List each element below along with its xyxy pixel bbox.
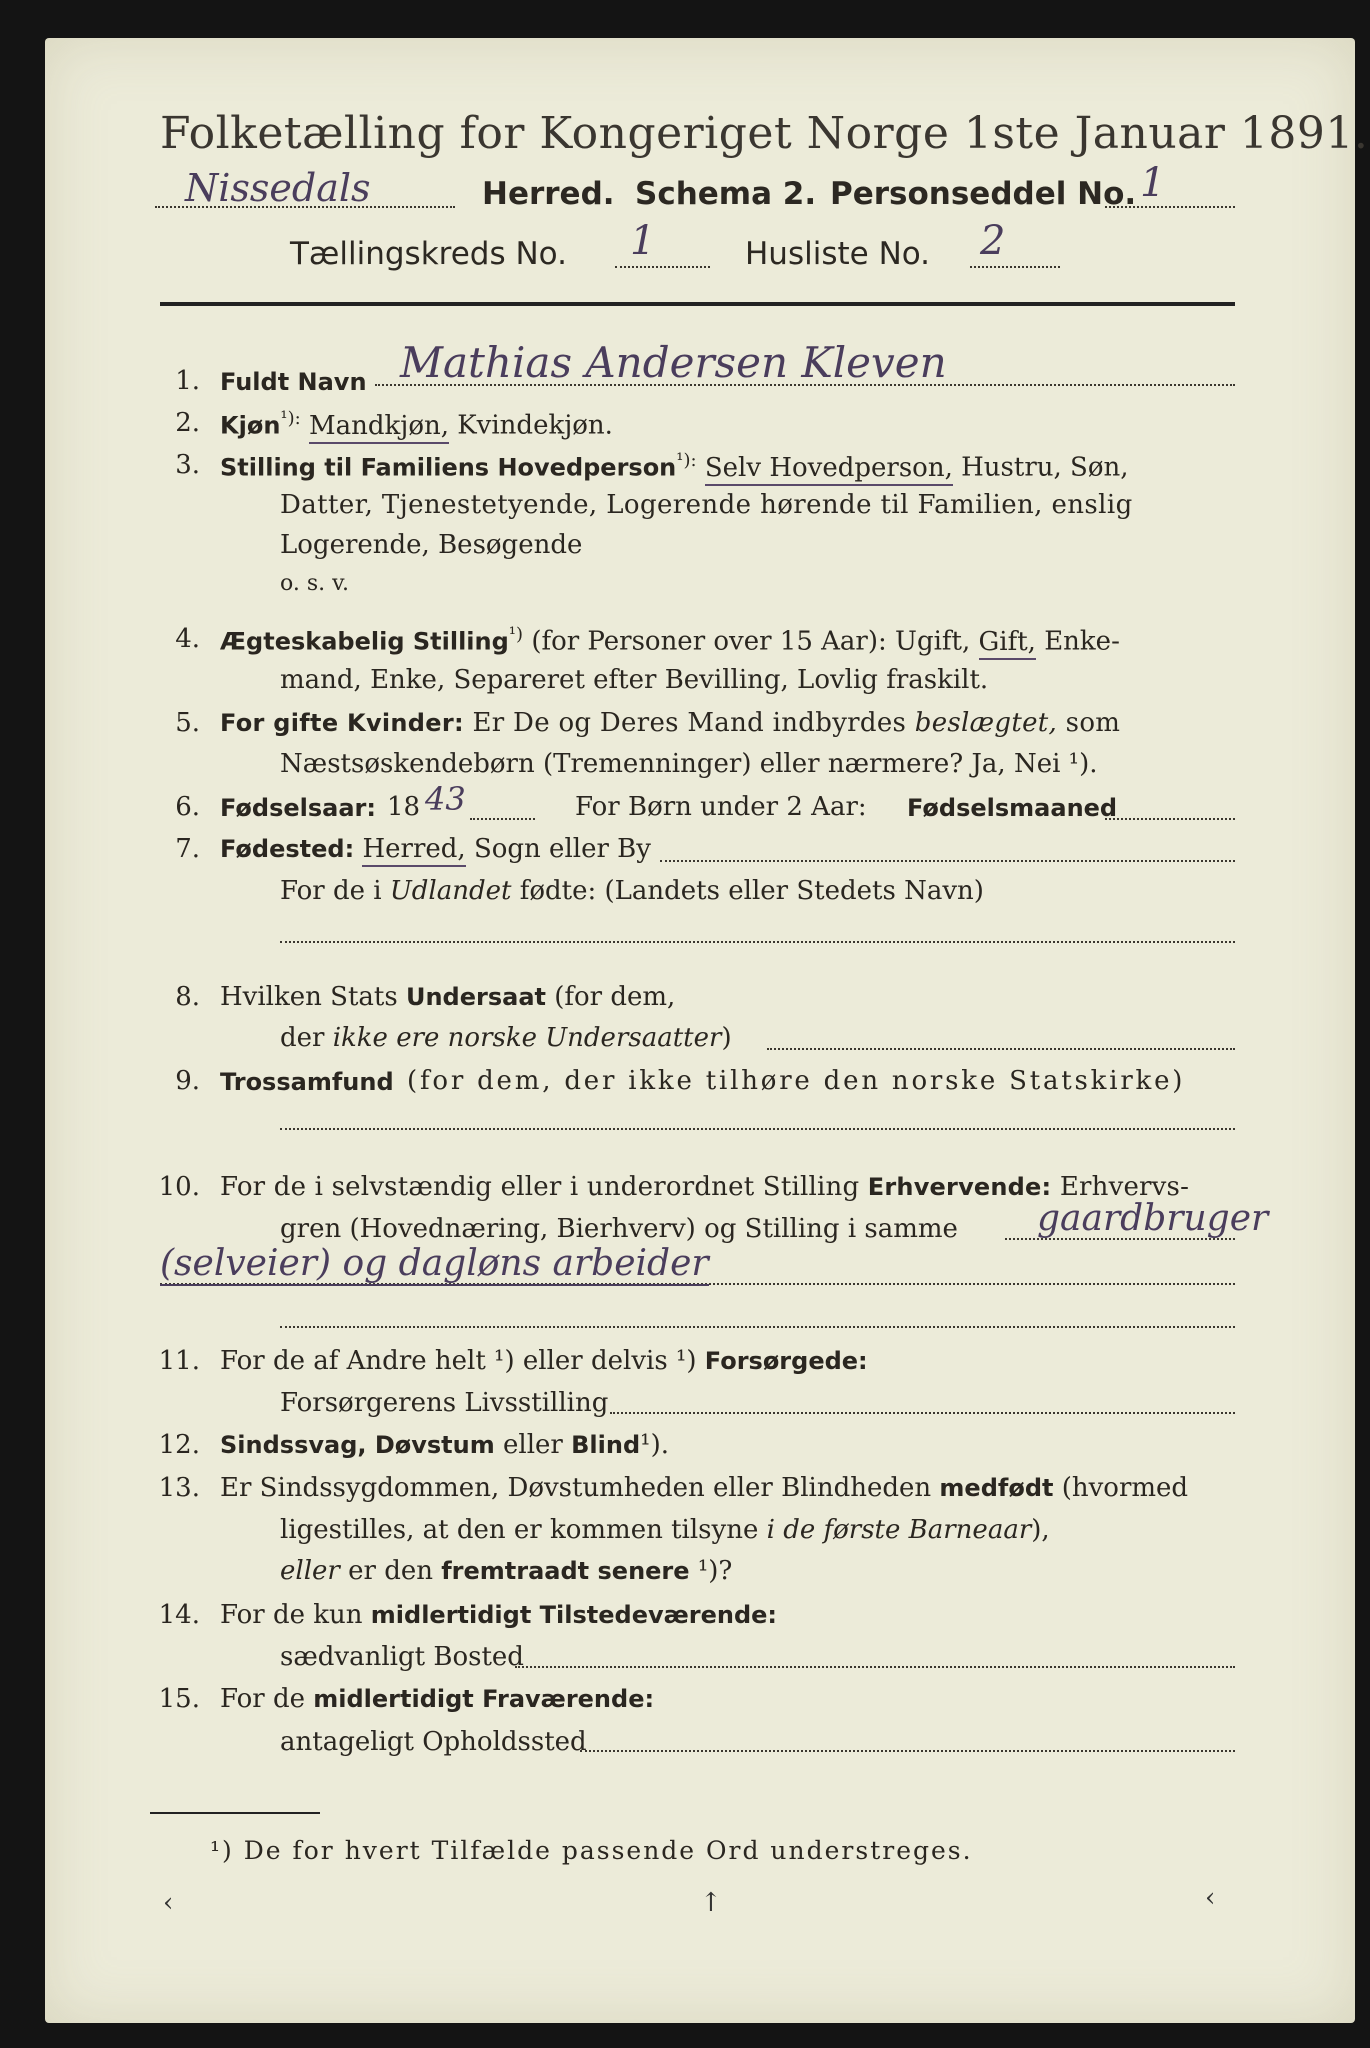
- q5-line2: Næstsøskendebørn (Tremenninger) eller nærmere? Ja, Nei ¹).: [280, 749, 1098, 779]
- q13-line3: [280, 1556, 732, 1586]
- q7-line2: [280, 876, 984, 906]
- q14-line1a: For de kun: [220, 1600, 363, 1630]
- q11-dotted-line: [610, 1412, 1235, 1414]
- q12-line: [220, 1430, 669, 1460]
- q13-label: medfødt: [939, 1474, 1054, 1502]
- q13-line3c: fremtraadt senere: [441, 1557, 690, 1585]
- q8-dotted-line: [767, 1048, 1235, 1050]
- q10-dotted-line3: [280, 1326, 1235, 1328]
- q3-rest1: Hustru, Søn,: [961, 452, 1129, 483]
- q14-number: 14.: [158, 1600, 200, 1630]
- herred-value: Nissedals: [185, 166, 371, 210]
- q15-line2: antageligt Opholdssted: [280, 1727, 587, 1757]
- q7-dotted-line: [660, 860, 1235, 862]
- q5-rest1a: Er De og Deres Mand indbyrdes: [472, 708, 907, 738]
- q13-line1: [220, 1473, 1188, 1503]
- q9-dotted-line: [280, 1128, 1235, 1130]
- q10-number: 10.: [158, 1172, 200, 1202]
- schema-label: Schema 2.: [635, 176, 817, 212]
- footnote: ¹) De for hvert Tilfælde passende Ord understreges.: [210, 1836, 973, 1865]
- q8-line1b: (for dem,: [554, 982, 676, 1012]
- q3-sup: ¹):: [676, 450, 697, 471]
- q4-line1: [220, 624, 1120, 657]
- q7-line1: [220, 834, 651, 864]
- q14-dotted-line: [515, 1666, 1235, 1668]
- q3-label: Stilling til Familiens Hovedperson: [220, 453, 677, 482]
- q12-label-b: Blind: [571, 1431, 641, 1459]
- q13-line3b: er den: [348, 1556, 433, 1586]
- q4-option-gift: Gift,: [979, 627, 1036, 660]
- q2-label: Kjøn: [220, 411, 281, 440]
- q2-option-mandkjon: Mandkjøn,: [309, 411, 449, 444]
- q1-label: Fuldt Navn: [220, 368, 367, 396]
- q7-option-herred: Herred,: [362, 834, 465, 867]
- q8-line2b: ikke ere norske Undersaatter: [332, 1023, 722, 1053]
- q9-rest: (for dem, der ikke tilhøre den norske Statskirke): [407, 1066, 1186, 1096]
- q7-dotted-line2: [280, 941, 1235, 943]
- q3-line1: [220, 450, 1129, 483]
- q8-line1a: Hvilken Stats: [220, 982, 398, 1012]
- q5-number: 5.: [175, 708, 200, 738]
- q8-line2a: der: [280, 1023, 325, 1053]
- q10-value1: gaardbruger: [1037, 1198, 1269, 1239]
- q13-line2a: ligestilles, at den er kommen tilsyne: [280, 1515, 759, 1545]
- herred-label: Herred.: [482, 176, 615, 212]
- personseddel-label: Personseddel No.: [830, 176, 1137, 212]
- q12-number: 12.: [158, 1430, 200, 1460]
- q11-number: 11.: [158, 1346, 200, 1376]
- q14-label: midlertidigt Tilstedeværende:: [370, 1601, 778, 1629]
- q7-number: 7.: [175, 834, 200, 864]
- corner-mark-left-icon: ‹: [163, 1888, 174, 1918]
- q15-dotted-line: [580, 1750, 1235, 1752]
- q2-number: 2.: [175, 408, 200, 438]
- q13-line1a: Er Sindssygdommen, Døvstumheden eller Blindheden: [220, 1473, 932, 1503]
- husliste-value: 2: [980, 218, 1006, 264]
- personseddel-value: 1: [1140, 160, 1166, 206]
- census-form-sheet: [45, 38, 1369, 2023]
- q9-label: Trossamfund: [220, 1068, 394, 1096]
- q6-label2: Fødselsmaaned: [907, 794, 1118, 822]
- q4-line2: mand, Enke, Separeret efter Bevilling, Lovlig fraskilt.: [280, 665, 989, 695]
- q6-dotted-line2: [1105, 818, 1235, 820]
- q7-line2b: Udlandet: [389, 876, 512, 906]
- corner-mark-center-icon: ↑: [700, 1888, 722, 1918]
- q3-line4: o. s. v.: [280, 571, 349, 596]
- q6-label: Fødselsaar:: [220, 794, 376, 822]
- q10-line2: gren (Hovednæring, Bierhverv) og Stilling i samme: [280, 1214, 958, 1244]
- q5-rest1b: beslægtet,: [914, 708, 1058, 738]
- q13-number: 13.: [158, 1473, 200, 1503]
- q1-value: Mathias Andersen Kleven: [400, 338, 947, 387]
- q7-line2a: For de i: [280, 876, 382, 906]
- q3-option-selv-hovedperson: Selv Hovedperson,: [705, 453, 953, 486]
- q13-line3a: eller: [280, 1556, 340, 1586]
- q15-number: 15.: [158, 1684, 200, 1714]
- q13-line2: [280, 1515, 1050, 1545]
- q11-line1: [220, 1346, 868, 1376]
- q11-label: Forsørgede:: [704, 1347, 868, 1375]
- taellingskreds-value: 1: [630, 218, 656, 264]
- q9-number: 9.: [175, 1066, 200, 1096]
- q7-rest: Sogn eller By: [473, 834, 651, 864]
- q8-line1: [220, 982, 675, 1012]
- q6-number: 6.: [175, 792, 200, 822]
- q10-value2: (selveier) og dagløns arbeider: [160, 1243, 709, 1284]
- taellingskreds-label: Tællingskreds No.: [290, 236, 567, 272]
- q5-line1: [220, 708, 1120, 738]
- q10-line1b: Erhvervs-: [1059, 1172, 1190, 1202]
- q12-end: ¹).: [640, 1430, 669, 1460]
- q4-rest1a: (for Personer over 15 Aar): Ugift,: [531, 626, 971, 657]
- q3-number: 3.: [175, 450, 200, 480]
- q15-line1: [220, 1684, 654, 1714]
- q14-line1: [220, 1600, 777, 1630]
- q13-line2c: ),: [1031, 1515, 1050, 1545]
- q6-rest: For Børn under 2 Aar:: [575, 792, 867, 822]
- q8-number: 8.: [175, 982, 200, 1012]
- q6-dotted-line: [470, 818, 535, 820]
- q8-label: Undersaat: [405, 983, 546, 1011]
- personseddel-dotted-line: [1105, 206, 1235, 208]
- q5-label: For gifte Kvinder:: [220, 709, 464, 737]
- q11-line2: Forsørgerens Livsstilling: [280, 1388, 609, 1418]
- q4-rest1b: Enke-: [1044, 626, 1120, 657]
- q6-value: 43: [425, 780, 466, 818]
- q8-line2: [280, 1023, 732, 1053]
- corner-mark-right-icon: ‹: [1205, 1883, 1216, 1913]
- husliste-dotted-line: [970, 266, 1060, 268]
- q12-label-a: Sindssvag, Døvstum: [220, 1431, 495, 1459]
- q10-line1a: For de i selvstændig eller i underordnet Stilling: [220, 1172, 860, 1202]
- q13-line3d: ¹)?: [697, 1556, 733, 1586]
- q4-sup: ¹): [508, 624, 524, 645]
- q2-sup: ¹):: [280, 408, 301, 429]
- q13-line1b: (hvormed: [1061, 1473, 1189, 1503]
- q3-line3: Logerende, Besøgende: [280, 530, 583, 560]
- q8-line2c: ): [721, 1023, 732, 1053]
- q12-mid: eller: [503, 1430, 563, 1460]
- q7-label: Fødested:: [220, 835, 355, 863]
- q4-label: Ægteskabelig Stilling: [220, 627, 509, 656]
- form-title: Folketælling for Kongeriget Norge 1ste Januar 1891.: [160, 108, 1369, 159]
- q7-line2c: fødte: (Landets eller Stedets Navn): [519, 876, 984, 906]
- husliste-label: Husliste No.: [745, 236, 931, 272]
- header-rule: [160, 302, 1235, 306]
- taellingskreds-dotted-line: [615, 266, 710, 268]
- q3-line2: Datter, Tjenestetyende, Logerende hørende til Familien, enslig: [280, 490, 1133, 520]
- q13-line2b: i de første Barneaar: [766, 1515, 1032, 1545]
- q14-line2: sædvanligt Bosted: [280, 1642, 524, 1672]
- footnote-rule: [150, 1812, 320, 1814]
- q6-prefix: 18: [387, 792, 421, 822]
- q5-rest1c: som: [1065, 708, 1121, 738]
- q4-number: 4.: [175, 624, 200, 654]
- q15-label: midlertidigt Fraværende:: [313, 1685, 655, 1713]
- q11-line1a: For de af Andre helt ¹) eller delvis ¹): [220, 1346, 697, 1376]
- q10-label: Erhvervende:: [867, 1173, 1052, 1201]
- q1-number: 1.: [175, 366, 200, 396]
- q2-option-kvindekjon: Kvindekjøn.: [457, 410, 613, 441]
- q15-line1a: For de: [220, 1684, 305, 1714]
- q2-line: [220, 408, 613, 441]
